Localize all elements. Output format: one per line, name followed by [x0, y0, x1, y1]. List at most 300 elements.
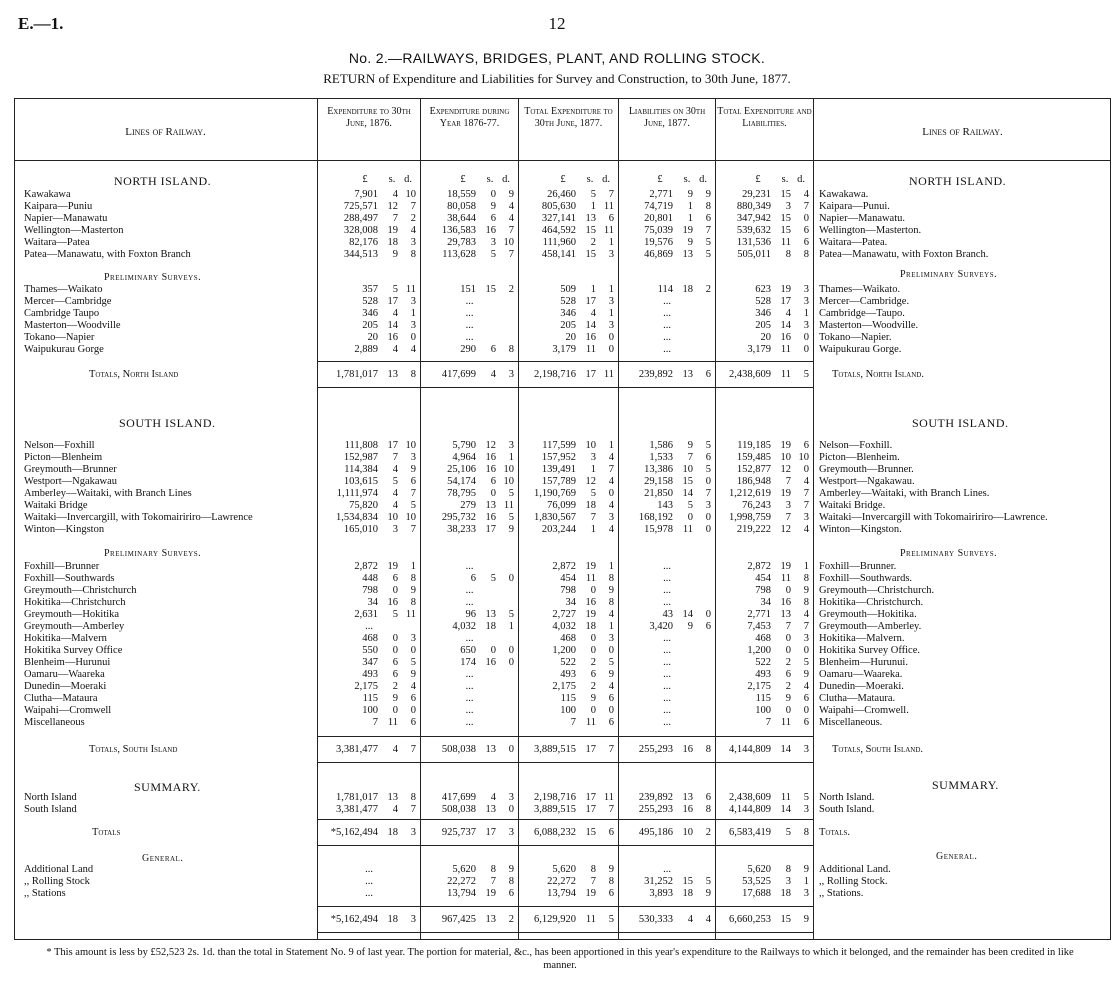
pence: 5: [803, 657, 809, 668]
pence: 5: [410, 657, 416, 668]
totals-rule: [318, 387, 813, 388]
shillings: 18: [387, 827, 398, 838]
row-label: Waitaki—Invercargill, with Tokomaiririro—Lawrence: [24, 512, 253, 523]
shillings: 17: [387, 296, 398, 307]
prelim-surveys-heading-south: Preliminary Surveys.: [104, 548, 202, 559]
table-row: [14, 332, 1111, 344]
unit-label: £: [460, 174, 466, 185]
shillings: 15: [780, 213, 791, 224]
pence: 9: [705, 189, 711, 200]
pence: 11: [503, 500, 514, 511]
shillings: 17: [485, 827, 496, 838]
pence: 3: [608, 249, 614, 260]
pounds: 458,141: [541, 249, 576, 260]
pounds: 255,293: [638, 804, 673, 815]
pounds: 13,794: [547, 888, 576, 899]
row-label-right: Greymouth—Hokitika.: [819, 609, 917, 620]
pence: 5: [705, 440, 711, 451]
pounds: 114,384: [344, 464, 378, 475]
pence: 3: [508, 827, 514, 838]
shillings: 11: [780, 792, 791, 803]
table-row: [14, 669, 1111, 681]
pence: 11: [603, 225, 614, 236]
pence: 6: [608, 693, 614, 704]
unit-label: s.: [388, 174, 396, 185]
pence: 1: [608, 440, 614, 451]
shillings: 5: [490, 249, 496, 260]
pence: 5: [508, 512, 514, 523]
shillings: 6: [785, 669, 791, 680]
shillings: 8: [785, 864, 791, 875]
pence: 3: [410, 296, 416, 307]
pence: 1: [608, 237, 614, 248]
unit-label: £: [560, 174, 566, 185]
row-label-right: Waipukurau Gorge.: [819, 344, 902, 355]
table-row: [14, 296, 1111, 308]
pounds: 530,333: [638, 914, 673, 925]
col3-heading: Total Expenditure to 30th June, 1877.: [524, 106, 613, 129]
pence: 9: [410, 585, 416, 596]
south-island-heading: SOUTH ISLAND.: [119, 416, 216, 430]
pounds: 29,231: [742, 189, 771, 200]
unit-label: s.: [683, 174, 691, 185]
pence: 10: [405, 512, 416, 523]
pence: 7: [608, 189, 614, 200]
pence: 6: [608, 827, 614, 838]
pounds: 3,889,515: [534, 744, 576, 755]
shillings: 16: [485, 512, 496, 523]
pounds: 2,438,609: [729, 369, 771, 380]
pounds: 7: [570, 717, 576, 728]
row-label: Picton—Blenheim: [24, 452, 103, 463]
pence: 0: [803, 705, 809, 716]
pence: 4: [803, 609, 809, 620]
shillings: 5: [490, 573, 496, 584]
shillings: 12: [780, 464, 791, 475]
row-label: ,, Rolling Stock: [24, 876, 90, 887]
pounds: 493: [560, 669, 576, 680]
row-label-right: Amberley—Waitaki, with Branch Lines.: [819, 488, 990, 499]
pence: 3: [803, 296, 809, 307]
empty-amount: ...: [663, 657, 671, 668]
shillings: 1: [687, 213, 693, 224]
pence: 7: [608, 804, 614, 815]
pence: 8: [508, 876, 514, 887]
row-label-right: Waitara—Patea.: [819, 237, 888, 248]
empty-amount: ...: [663, 585, 671, 596]
row-label: Miscellaneous: [24, 717, 85, 728]
pounds: 20: [367, 332, 378, 343]
shillings: 13: [585, 213, 596, 224]
shillings: 17: [780, 296, 791, 307]
row-label: ,, Stations: [24, 888, 66, 899]
pounds: 1,586: [649, 440, 673, 451]
shillings: 13: [780, 609, 791, 620]
shillings: 10: [682, 827, 693, 838]
pounds: 255,293: [638, 744, 673, 755]
row-label: North Island: [24, 792, 77, 803]
pence: 0: [608, 332, 614, 343]
shillings: 8: [785, 249, 791, 260]
pence: 9: [705, 888, 711, 899]
empty-amount: ...: [663, 693, 671, 704]
pence: 10: [405, 440, 416, 451]
row-label-right: Oamaru—Waareka.: [819, 669, 903, 680]
pounds: 344,513: [343, 249, 378, 260]
pounds: 1,111,974: [336, 488, 378, 499]
pounds: 22,272: [447, 876, 476, 887]
shillings: 4: [590, 308, 596, 319]
header-rule: [14, 160, 1111, 161]
shillings: 15: [682, 476, 693, 487]
pounds: 4,144,809: [729, 804, 771, 815]
shillings: 19: [780, 488, 791, 499]
pounds: 1,190,769: [534, 488, 576, 499]
row-label: Wellington—Masterton: [24, 225, 124, 236]
shillings: 9: [392, 693, 398, 704]
row-label: Kaipara—Puniu: [24, 201, 93, 212]
pence: 3: [803, 888, 809, 899]
pounds: 346: [362, 308, 378, 319]
shillings: 8: [590, 864, 596, 875]
shillings: 14: [585, 320, 596, 331]
pounds: 2,727: [552, 609, 576, 620]
empty-amount: ...: [663, 344, 671, 355]
pence: 4: [608, 476, 614, 487]
pence: 0: [508, 744, 514, 755]
pounds: 239,892: [638, 369, 673, 380]
pounds: 346: [560, 308, 576, 319]
pounds: 205: [560, 320, 576, 331]
pence: 6: [803, 225, 809, 236]
row-label-right: North Island.: [819, 792, 875, 803]
table-row: [14, 621, 1111, 633]
pence: 1: [608, 284, 614, 295]
pence: 5: [608, 657, 614, 668]
pounds: 53,525: [742, 876, 771, 887]
row-label-right: Greymouth—Brunner.: [819, 464, 914, 475]
empty-amount: ...: [365, 888, 373, 899]
pounds: 19,576: [644, 237, 673, 248]
table-row: [14, 876, 1111, 888]
pence: 9: [608, 864, 614, 875]
empty-amount: ...: [663, 681, 671, 692]
pounds: 113,628: [442, 249, 476, 260]
table-row: [14, 657, 1111, 669]
pounds: 2,175: [552, 681, 576, 692]
shillings: 16: [585, 332, 596, 343]
shillings: 0: [687, 512, 693, 523]
pounds: 75,820: [349, 500, 378, 511]
shillings: 18: [682, 284, 693, 295]
table-row: [14, 645, 1111, 657]
pence: 4: [608, 681, 614, 692]
shillings: 18: [485, 621, 496, 632]
shillings: 18: [780, 888, 791, 899]
shillings: 14: [682, 609, 693, 620]
pounds: 76,243: [742, 500, 771, 511]
pence: 4: [410, 225, 416, 236]
pence: 0: [608, 645, 614, 656]
pounds: 139,491: [541, 464, 576, 475]
table-row: [14, 201, 1111, 213]
row-label: Masterton—Woodville: [24, 320, 121, 331]
shillings: 1: [590, 284, 596, 295]
shillings: 19: [585, 609, 596, 620]
empty-amount: ...: [465, 693, 474, 704]
shillings: 1: [590, 201, 596, 212]
shillings: 10: [585, 440, 596, 451]
shillings: 7: [785, 476, 791, 487]
shillings: 15: [682, 876, 693, 887]
prelim-surveys-heading-south-right: Preliminary Surveys.: [900, 548, 998, 559]
pounds: 38,233: [447, 524, 476, 535]
shillings: 16: [682, 744, 693, 755]
pence: 6: [608, 717, 614, 728]
empty-amount: ...: [465, 705, 474, 716]
row-label: Waipukurau Gorge: [24, 344, 104, 355]
summary-heading-right: SUMMARY.: [932, 778, 999, 792]
row-label-right: Waitaki Bridge.: [819, 500, 886, 511]
pence: 5: [705, 249, 711, 260]
shillings: 0: [392, 705, 398, 716]
shillings: 4: [392, 464, 398, 475]
empty-amount: ...: [365, 621, 373, 632]
pounds: 290: [460, 344, 476, 355]
shillings: 6: [392, 669, 398, 680]
pence: 0: [608, 344, 614, 355]
shillings: 14: [682, 488, 693, 499]
shillings: 13: [682, 369, 693, 380]
table-row: [14, 488, 1111, 500]
unit-label: d.: [404, 174, 412, 185]
pounds: 346: [755, 308, 771, 319]
row-label: Mercer—Cambridge: [24, 296, 112, 307]
table-row: [14, 597, 1111, 609]
shillings: 9: [687, 189, 693, 200]
pounds: 522: [755, 657, 771, 668]
row-label-right: Waitaki—Invercargill with Tokomaiririro—Lawrence.: [819, 512, 1048, 523]
pence: 1: [608, 621, 614, 632]
row-label-right: Greymouth—Amberley.: [819, 621, 922, 632]
pence: 6: [803, 440, 809, 451]
table-row: [14, 609, 1111, 621]
shillings: 9: [687, 440, 693, 451]
pence: 0: [508, 804, 514, 815]
shillings: 11: [585, 573, 596, 584]
pounds: 522: [560, 657, 576, 668]
unit-label: d.: [602, 174, 610, 185]
pounds: 1,533: [649, 452, 673, 463]
pounds: 100: [362, 705, 378, 716]
pence: 2: [705, 827, 711, 838]
pence: 7: [410, 744, 416, 755]
row-label: Nelson—Foxhill: [24, 440, 95, 451]
pence: 0: [705, 476, 711, 487]
pence: 8: [410, 597, 416, 608]
empty-amount: ...: [663, 645, 671, 656]
pounds: 205: [755, 320, 771, 331]
shillings: 1: [590, 464, 596, 475]
pence: 6: [410, 476, 416, 487]
shillings: 0: [490, 488, 496, 499]
pence: 8: [803, 827, 809, 838]
empty-amount: ...: [465, 669, 474, 680]
pounds: 29,783: [447, 237, 476, 248]
pounds: 3,179: [747, 344, 771, 355]
pounds: 328,008: [343, 225, 378, 236]
pence: 0: [608, 488, 614, 499]
unit-label: £: [362, 174, 368, 185]
shillings: 4: [490, 369, 496, 380]
shillings: 16: [387, 597, 398, 608]
shillings: 11: [780, 369, 791, 380]
pounds: 347: [362, 657, 378, 668]
shillings: 15: [485, 284, 496, 295]
pence: 4: [410, 681, 416, 692]
pounds: 528: [560, 296, 576, 307]
shillings: 18: [387, 237, 398, 248]
row-label-right: Wellington—Masterton.: [819, 225, 922, 236]
pounds: 3,179: [552, 344, 576, 355]
pounds: 80,058: [447, 201, 476, 212]
empty-amount: ...: [465, 296, 474, 307]
pounds: 417,699: [441, 369, 476, 380]
pounds: 152,987: [343, 452, 378, 463]
pounds: 539,632: [736, 225, 771, 236]
pounds: 1,998,759: [729, 512, 771, 523]
pence: 3: [608, 320, 614, 331]
shillings: 15: [780, 914, 791, 925]
row-label-right: Totals, South Island.: [832, 744, 924, 755]
pence: 4: [508, 213, 514, 224]
shillings: 0: [490, 645, 496, 656]
row-label-right: ,, Stations.: [819, 888, 864, 899]
pounds: 880,349: [736, 201, 771, 212]
pence: 3: [803, 320, 809, 331]
pounds: 114: [657, 284, 673, 295]
row-label-right: Kaipara—Punui.: [819, 201, 890, 212]
pence: 7: [410, 201, 416, 212]
pence: 1: [410, 561, 416, 572]
pence: 0: [508, 645, 514, 656]
shillings: 0: [785, 645, 791, 656]
row-label-right: Hokitika—Christchurch.: [819, 597, 924, 608]
row-label-right: Hokitika Survey Office.: [819, 645, 920, 656]
pence: 11: [603, 201, 614, 212]
row-label-right: Waipahi—Cromwell.: [819, 705, 909, 716]
shillings: 6: [490, 344, 496, 355]
pence: 8: [410, 249, 416, 260]
shillings: 17: [485, 524, 496, 535]
shillings: 2: [392, 681, 398, 692]
row-label: Hokitika Survey Office: [24, 645, 123, 656]
pence: 8: [410, 573, 416, 584]
pence: 1: [803, 308, 809, 319]
pence: 8: [705, 744, 711, 755]
pounds: 4,964: [452, 452, 476, 463]
shillings: 4: [687, 914, 693, 925]
pounds: 203,244: [541, 524, 576, 535]
pence: 8: [608, 876, 614, 887]
pounds: 2,872: [747, 561, 771, 572]
pence: 7: [410, 804, 416, 815]
pounds: 6,088,232: [534, 827, 576, 838]
pence: 9: [608, 585, 614, 596]
row-label: Greymouth—Brunner: [24, 464, 117, 475]
pence: 3: [410, 914, 416, 925]
table-row: [14, 500, 1111, 512]
col1-heading: Expenditure to 30th June, 1876.: [327, 106, 411, 129]
pounds: 495,186: [638, 827, 673, 838]
shillings: 7: [392, 452, 398, 463]
table-row: [14, 792, 1111, 804]
pence: 9: [508, 524, 514, 535]
pence: 7: [410, 488, 416, 499]
pence: 0: [803, 344, 809, 355]
pounds: 54,174: [447, 476, 476, 487]
pence: 5: [705, 876, 711, 887]
pounds: 468: [560, 633, 576, 644]
shillings: 16: [780, 332, 791, 343]
pounds: 2,631: [354, 609, 378, 620]
table-row: [14, 804, 1111, 816]
row-label: Totals, South Island: [89, 744, 178, 755]
pence: 7: [608, 744, 614, 755]
pence: 1: [410, 308, 416, 319]
pounds: 650: [460, 645, 476, 656]
pence: 6: [803, 237, 809, 248]
pence: 7: [705, 225, 711, 236]
shillings: 9: [785, 693, 791, 704]
table-row: [14, 693, 1111, 705]
right-lines-heading: Lines of Railway.: [922, 126, 1003, 138]
table-row: [14, 320, 1111, 332]
pounds: 1,781,017: [336, 792, 378, 803]
row-label-right: Clutha—Mataura.: [819, 693, 896, 704]
pence: 7: [803, 488, 809, 499]
shillings: 11: [387, 717, 398, 728]
pence: 7: [508, 225, 514, 236]
pounds: 805,630: [541, 201, 576, 212]
pounds: 1,200: [747, 645, 771, 656]
pounds: 13,386: [644, 464, 673, 475]
pence: 8: [508, 344, 514, 355]
pounds: 468: [362, 633, 378, 644]
shillings: 7: [785, 512, 791, 523]
table-row: [14, 308, 1111, 320]
row-label-right: Mercer—Cambridge.: [819, 296, 910, 307]
pounds: 288,497: [343, 213, 378, 224]
shillings: 16: [682, 804, 693, 815]
shillings: 11: [585, 914, 596, 925]
pounds: *5,162,494: [330, 914, 378, 925]
shillings: 2: [590, 237, 596, 248]
pounds: 74,719: [644, 201, 673, 212]
pence: 0: [705, 609, 711, 620]
pounds: 464,592: [541, 225, 576, 236]
pounds: 6: [470, 573, 476, 584]
row-label-right: Picton—Blenheim.: [819, 452, 900, 463]
pounds: 347,942: [736, 213, 771, 224]
pence: 0: [508, 573, 514, 584]
totals-rule: [318, 845, 813, 846]
row-label: Greymouth—Amberley: [24, 621, 125, 632]
shillings: 1: [687, 201, 693, 212]
pounds: 2,771: [649, 189, 673, 200]
shillings: 0: [590, 585, 596, 596]
pounds: 327,141: [541, 213, 576, 224]
